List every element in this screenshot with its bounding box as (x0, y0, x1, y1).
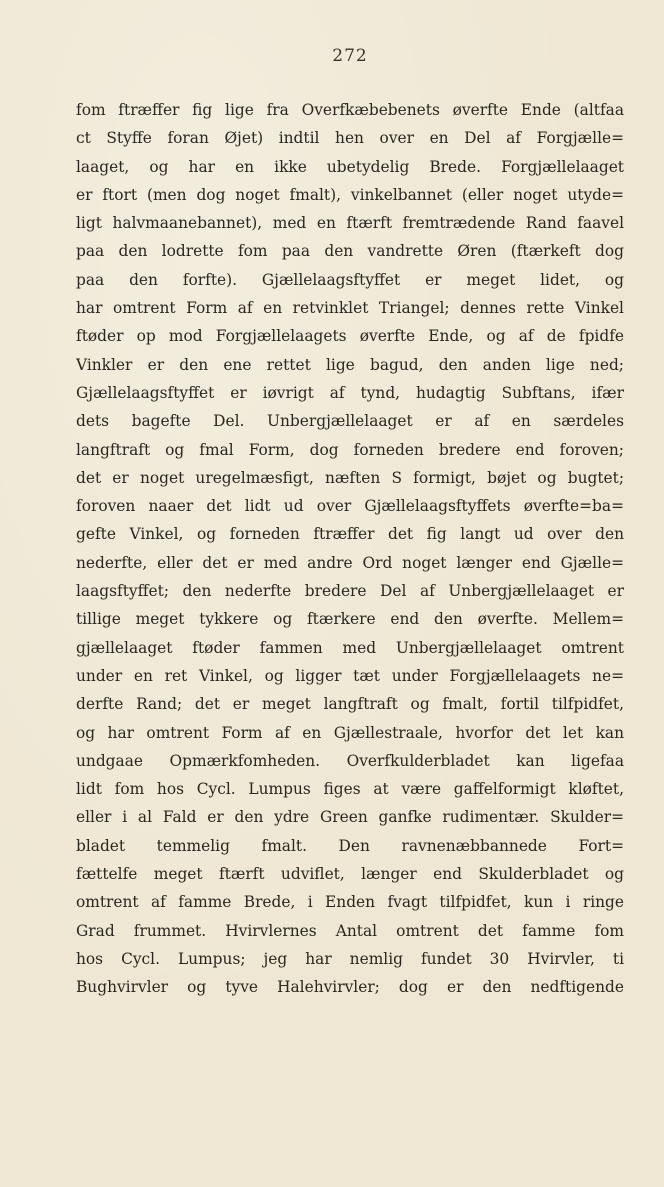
text-line: det er noget uregelmæsfigt, næften S formigt, bøjet og bugtet; (76, 468, 624, 487)
text-line: ftøder op mod Forgjællelaagets øverfte Ende, og af de fpidfe (76, 327, 624, 346)
text-line: langftraft og fmal Form, dog forneden bredere end foroven; (76, 440, 624, 459)
text-line: eller i al Fald er den ydre Green ganfke rudimentær. Skulder= (76, 808, 624, 827)
text-line: dets bagefte Del. Unbergjællelaaget er af en særdeles (76, 412, 624, 431)
text-line: fom ftræffer fig lige fra Overfkæbebenets øverfte Ende (altfaa (76, 101, 624, 119)
text-line: og har omtrent Form af en Gjællestraale, hvorfor det let kan (76, 723, 624, 742)
page-number: 272 (332, 46, 368, 66)
text-line: ligt halvmaanebannet), med en ftærft fremtrædende Rand faavel (76, 214, 624, 233)
text-line: gjællelaaget ftøder fammen med Unbergjællelaaget omtrent (76, 638, 624, 657)
text-line: Gjællelaagsftyffet er iøvrigt af tynd, hudagtig Subftans, ifær (76, 383, 624, 402)
text-line: Bughvirvler og tyve Halehvirvler; dog er den nedftigende (76, 978, 624, 997)
text-line: paa den forfte). Gjællelaagsftyffet er meget lidet, og (76, 270, 624, 289)
text-line: paa den lodrette fom paa den vandrette Øren (ftærkeft dog (76, 242, 624, 261)
text-line: fættelfe meget ftærft udviflet, længer end Skulderbladet og (76, 865, 624, 884)
text-line: omtrent af famme Brede, i Enden fvagt tilfpidfet, kun i ringe (76, 893, 624, 912)
text-line: foroven naaer det lidt ud over Gjællelaagsftyffets øverfte=ba= (76, 497, 624, 516)
text-line: Grad frummet. Hvirvlernes Antal omtrent det famme fom (76, 921, 624, 940)
body-text (76, 96, 624, 1002)
text-line: ᴄt Styffe foran Øjet) indtil hen over en Del af Forgjælle= (76, 129, 624, 148)
text-line: derfte Rand; det er meget langftraft og fmalt, fortil tilfpidfet, (76, 695, 624, 714)
text-line: nederfte, eller det er med andre Ord noget længer end Gjælle= (76, 553, 624, 572)
text-line: Vinkler er den ene rettet lige bagud, den anden lige ned; (76, 355, 624, 374)
text-line: under en ret Vinkel, og ligger tæt under Forgjællelaagets ne= (76, 666, 624, 685)
text-line: hos Cycl. Lumpus; jeg har nemlig fundet 30 Hvirvler, ti (76, 949, 624, 968)
text-line: bladet temmelig fmalt. Den ravnenæbbannede Fort= (76, 836, 624, 855)
text-line: tillige meget tykkere og ftærkere end den øverfte. Mellem= (76, 610, 624, 629)
text-line: laagsftyffet; den nederfte bredere Del af Unbergjællelaaget er (76, 582, 624, 601)
text-line: har omtrent Form af en retvinklet Triangel; dennes rette Vinkel (76, 299, 624, 318)
text-line: gefte Vinkel, og forneden ftræffer det fig langt ud over den (76, 525, 624, 544)
text-line: lidt fom hos Cycl. Lumpus figes at være gaffelformigt kløftet, (76, 780, 624, 799)
text-line: undgaae Opmærkfomheden. Overfkulderbladet kan ligefaa (76, 751, 624, 770)
text-line: laaget, og har en ikke ubetydelig Brede. Forgjællelaaget (76, 157, 624, 176)
text-line: er ftort (men dog noget fmalt), vinkelbannet (eller noget utyde= (76, 185, 624, 204)
